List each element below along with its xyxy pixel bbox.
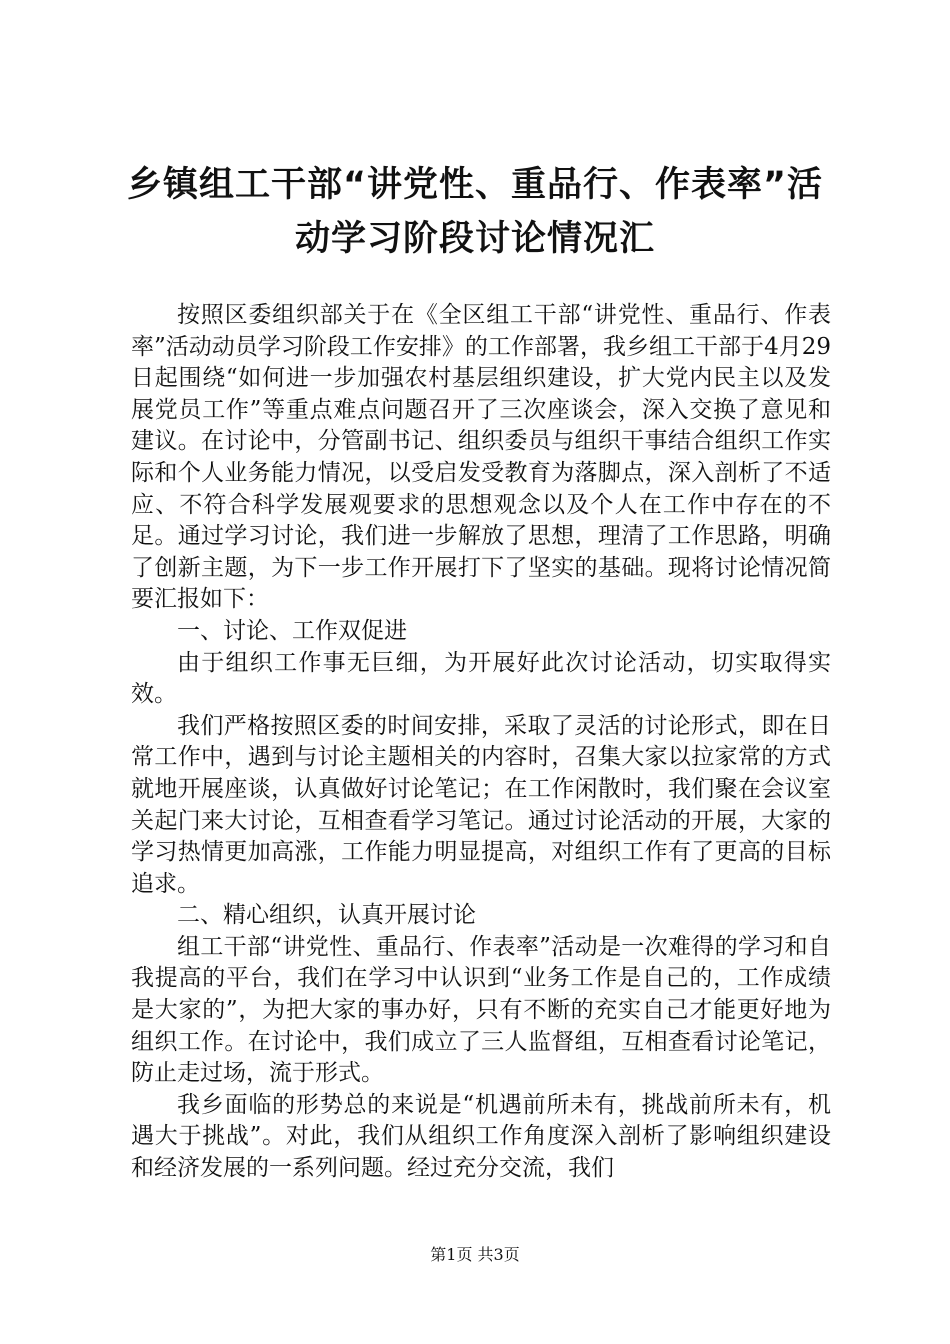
page-footer: 第1页 共3页 [430, 1245, 520, 1264]
paragraph: 我乡面临的形势总的来说是“机遇前所未有，挑战前所未有，机遇大于挑战”。对此，我们从组织工作角度深入剖析了影响组织建设和经济发展的一系列问题。经过充分交流，我们 [131, 1091, 831, 1182]
section-heading-1: 一、讨论、工作双促进 [177, 617, 407, 644]
document-body [131, 300, 831, 1185]
paragraph: 由于组织工作事无巨细，为开展好此次讨论活动，切实取得实效。 [131, 649, 831, 708]
paragraph-intro: 按照区委组织部关于在《全区组工干部“讲党性、重品行、作表率”活动动员学习阶段工作安排》的工作部署，我乡组工干部于4月29日起围绕“如何进一步加强农村基层组织建设，扩大党内民主以及发展党员工作”等重点难点问题召开了三次座谈会，深入交换了意见和建议。在讨论中，分管副书记、组织委员与组织干事结合组织工作实际和个人业务能力情况，以受启发受教育为落脚点，深入剖析了不适应、不符合科学发展观要求的思想观念以及个人在工作中存在的不足。通过学习讨论，我们进一步解放了思想，理清了工作思路，明确了创新主题，为下一步工作开展打下了坚实的基础。现将讨论情况简要汇报如下： [131, 302, 831, 613]
page-title [100, 158, 850, 266]
paragraph: 组工干部“讲党性、重品行、作表率”活动是一次难得的学习和自我提高的平台，我们在学习中认识到“业务工作是自己的，工作成绩是大家的”，为把大家的事办好，只有不断的充实自己才能更好地为组织工作。在讨论中，我们成立了三人监督组，互相查看讨论笔记，防止走过场，流于形式。 [131, 933, 831, 1087]
paragraph: 我们严格按照区委的时间安排，采取了灵活的讨论形式，即在日常工作中，遇到与讨论主题相关的内容时，召集大家以拉家常的方式就地开展座谈，认真做好讨论笔记；在工作闲散时，我们聚在会议室关起门来大讨论，互相查看学习笔记。通过讨论活动的开展，大家的学习热情更加高涨，工作能力明显提高，对组织工作有了更高的目标追求。 [131, 712, 831, 897]
title-line-2: 动学习阶段讨论情况汇 [294, 219, 655, 259]
section-heading-2: 二、精心组织，认真开展讨论 [177, 902, 476, 929]
title-line-1: 乡镇组工干部“讲党性、重品行、作表率”活 [126, 165, 823, 205]
